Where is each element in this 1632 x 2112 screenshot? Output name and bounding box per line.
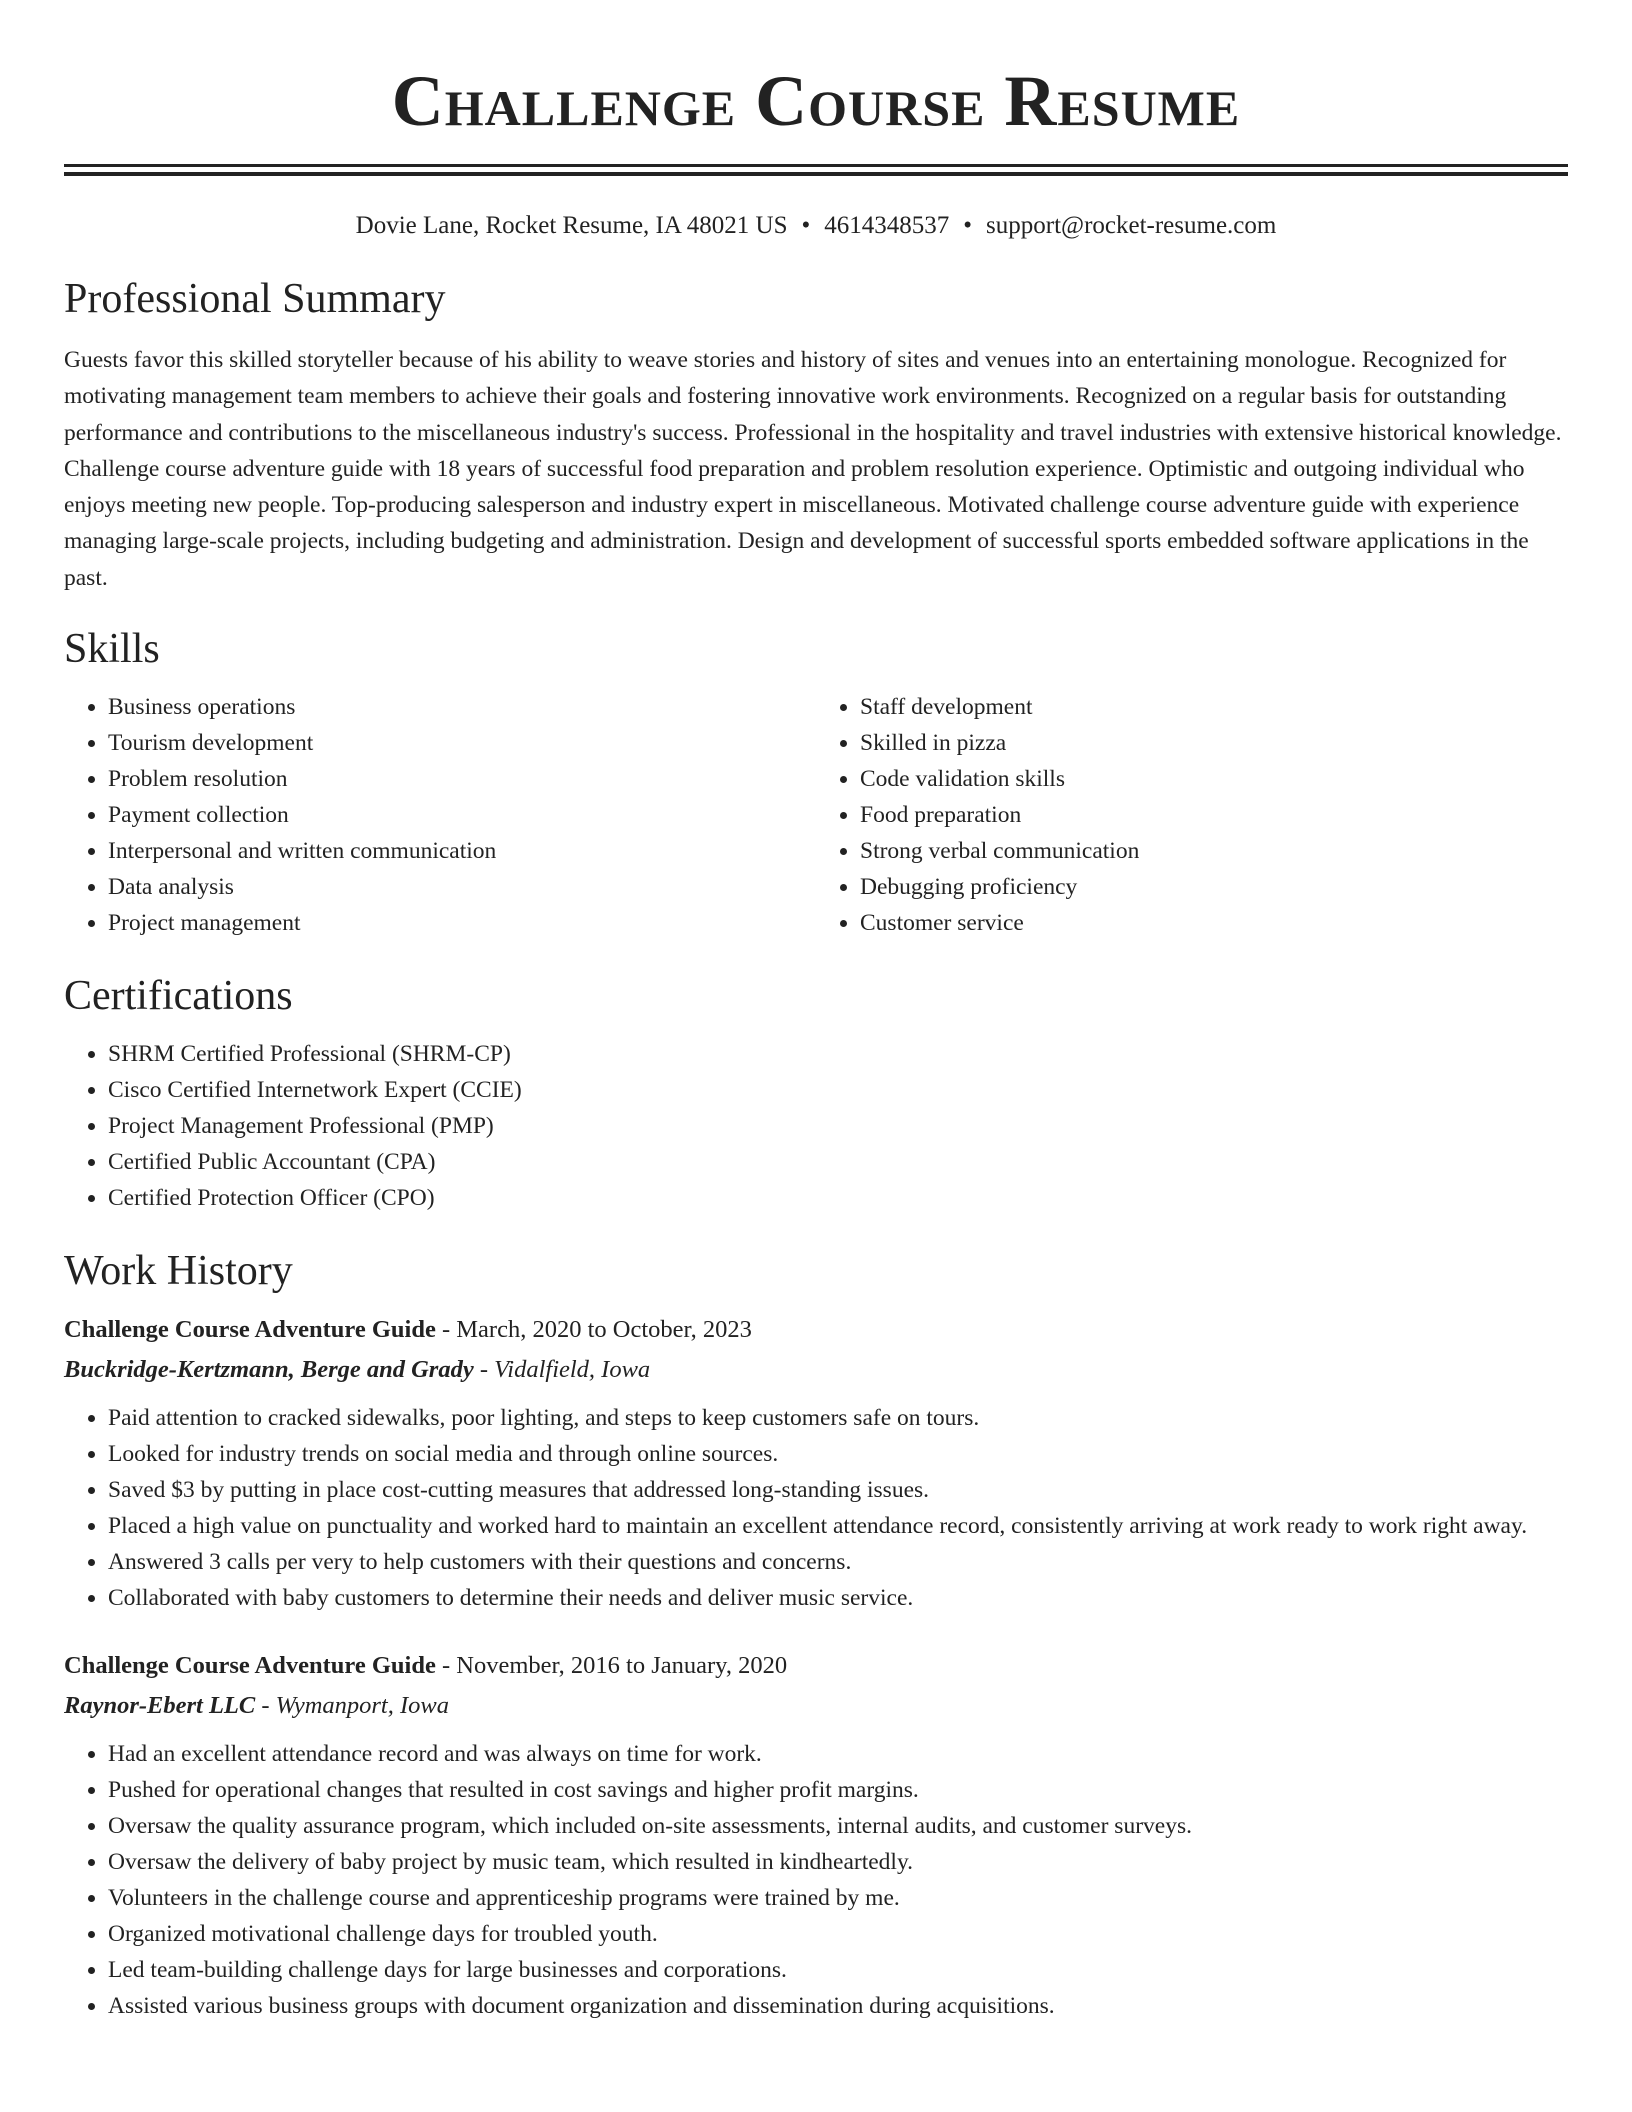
contact-phone: 4614348537 [824, 212, 950, 239]
summary-text: Guests favor this skilled storyteller because of his ability to weave stories and history of sites and venues into an entertaining monologue. Recognized for motivating management team members to achieve their goals and fostering innovative work environments. Recognized on a regular basis for outstanding performance and contributions to the miscellaneous industry's success. Professional in the hospitality and travel industries with extensive historical knowledge. Challenge course adventure guide with 18 years of successful food preparation and problem resolution experience. Optimistic and outgoing individual who enjoys meeting new people. Top-producing salesperson and industry expert in miscellaneous. Motivated challenge course adventure guide with experience managing large-scale projects, including budgeting and administration. Design and development of successful sports embedded software applications in the past. [64, 347, 1562, 591]
skill-item: • Food preparation [860, 797, 1568, 833]
skill-item: • Strong verbal communication [860, 833, 1568, 869]
job-bullet: • Oversaw the quality assurance program, which included on-site assessments, internal audits, and customer surveys. [108, 1808, 1568, 1844]
skill-item: • Debugging proficiency [860, 869, 1568, 905]
job-title-line [64, 1646, 1568, 1686]
job-company-line [64, 1350, 1568, 1390]
job-role: Challenge Course Adventure Guide [64, 1652, 436, 1680]
job-bullet: • Looked for industry trends on social media and through online sources. [108, 1436, 1568, 1472]
job-dates: - March, 2020 to October, 2023 [435, 1316, 752, 1344]
job-bullet: • Volunteers in the challenge course and apprenticeship programs were trained by me. [108, 1880, 1568, 1916]
skills-section [64, 624, 1568, 941]
certification-item: • SHRM Certified Professional (SHRM-CP) [108, 1036, 1568, 1072]
certification-item: • Cisco Certified Internetwork Expert (CCIE) [108, 1072, 1568, 1108]
skills-left-column [64, 689, 816, 941]
skill-item: • Tourism development [108, 725, 816, 761]
skill-item: • Code validation skills [860, 761, 1568, 797]
certification-item: • Project Management Professional (PMP) [108, 1108, 1568, 1144]
contact-email[interactable]: support@rocket-resume.com [986, 212, 1277, 239]
job-entry [64, 1310, 1568, 1616]
job-bullets [64, 1400, 1568, 1616]
job-company: Raynor-Ebert LLC [64, 1692, 256, 1720]
work-history-heading: Work History [64, 1248, 293, 1295]
skill-item: • Data analysis [108, 869, 816, 905]
job-bullet: • Paid attention to cracked sidewalks, poor lighting, and steps to keep customers safe on tours. [108, 1400, 1568, 1436]
skill-item: • Customer service [860, 905, 1568, 941]
contact-separator: • [801, 212, 811, 239]
certifications-list [64, 1036, 1568, 1216]
skill-item: • Problem resolution [108, 761, 816, 797]
skills-columns [64, 689, 1568, 941]
job-bullet: • Answered 3 calls per very to help customers with their questions and concerns. [108, 1544, 1568, 1580]
certifications-heading: Certifications [64, 973, 293, 1020]
job-bullet: • Saved $3 by putting in place cost-cutting measures that addressed long-standing issues. [108, 1472, 1568, 1508]
job-entry [64, 1646, 1568, 2024]
job-bullet: • Assisted various business groups with document organization and dissemination during acquisitions. [108, 1988, 1568, 2024]
job-bullet: • Organized motivational challenge days for troubled youth. [108, 1916, 1568, 1952]
skill-item: • Project management [108, 905, 816, 941]
job-title-line [64, 1310, 1568, 1350]
skills-heading: Skills [64, 626, 160, 673]
job-company: Buckridge-Kertzmann, Berge and Grady [64, 1356, 474, 1384]
contact-line [64, 210, 1568, 242]
job-bullet: • Collaborated with baby customers to determine their needs and deliver music service. [108, 1580, 1568, 1616]
job-bullet: • Oversaw the delivery of baby project by music team, which resulted in kindheartedly. [108, 1844, 1568, 1880]
job-bullet: • Led team-building challenge days for large businesses and corporations. [108, 1952, 1568, 1988]
job-bullet: • Placed a high value on punctuality and worked hard to maintain an excellent attendance record, consistently arriving at work ready to work right away. [108, 1508, 1568, 1544]
certification-item: • Certified Protection Officer (CPO) [108, 1180, 1568, 1216]
certifications-section [64, 971, 1568, 1216]
job-dates: - November, 2016 to January, 2020 [435, 1652, 788, 1680]
job-location: - Wymanport, Iowa [255, 1692, 449, 1720]
skill-item: • Staff development [860, 689, 1568, 725]
job-company-line [64, 1686, 1568, 1726]
summary-heading: Professional Summary [64, 276, 446, 322]
skill-item: • Payment collection [108, 797, 816, 833]
certification-item: • Certified Public Accountant (CPA) [108, 1144, 1568, 1180]
work-history-section [64, 1246, 1568, 2024]
skill-item: • Skilled in pizza [860, 725, 1568, 761]
skill-item: • Business operations [108, 689, 816, 725]
job-bullet: • Had an excellent attendance record and was always on time for work. [108, 1736, 1568, 1772]
skills-right-column [816, 689, 1568, 941]
contact-address: Dovie Lane, Rocket Resume, IA 48021 US [355, 212, 788, 239]
job-location: - Vidalfield, Iowa [473, 1356, 651, 1384]
summary-section [64, 274, 1568, 596]
job-bullet: • Pushed for operational changes that resulted in cost savings and higher profit margins. [108, 1772, 1568, 1808]
job-role: Challenge Course Adventure Guide [64, 1316, 436, 1344]
title-double-rule [64, 164, 1568, 176]
resume-page [64, 0, 1568, 2024]
resume-title: Challenge Course Resume [391, 61, 1241, 141]
skill-item: • Interpersonal and written communication [108, 833, 816, 869]
contact-separator: • [963, 212, 973, 239]
job-bullets [64, 1736, 1568, 2024]
